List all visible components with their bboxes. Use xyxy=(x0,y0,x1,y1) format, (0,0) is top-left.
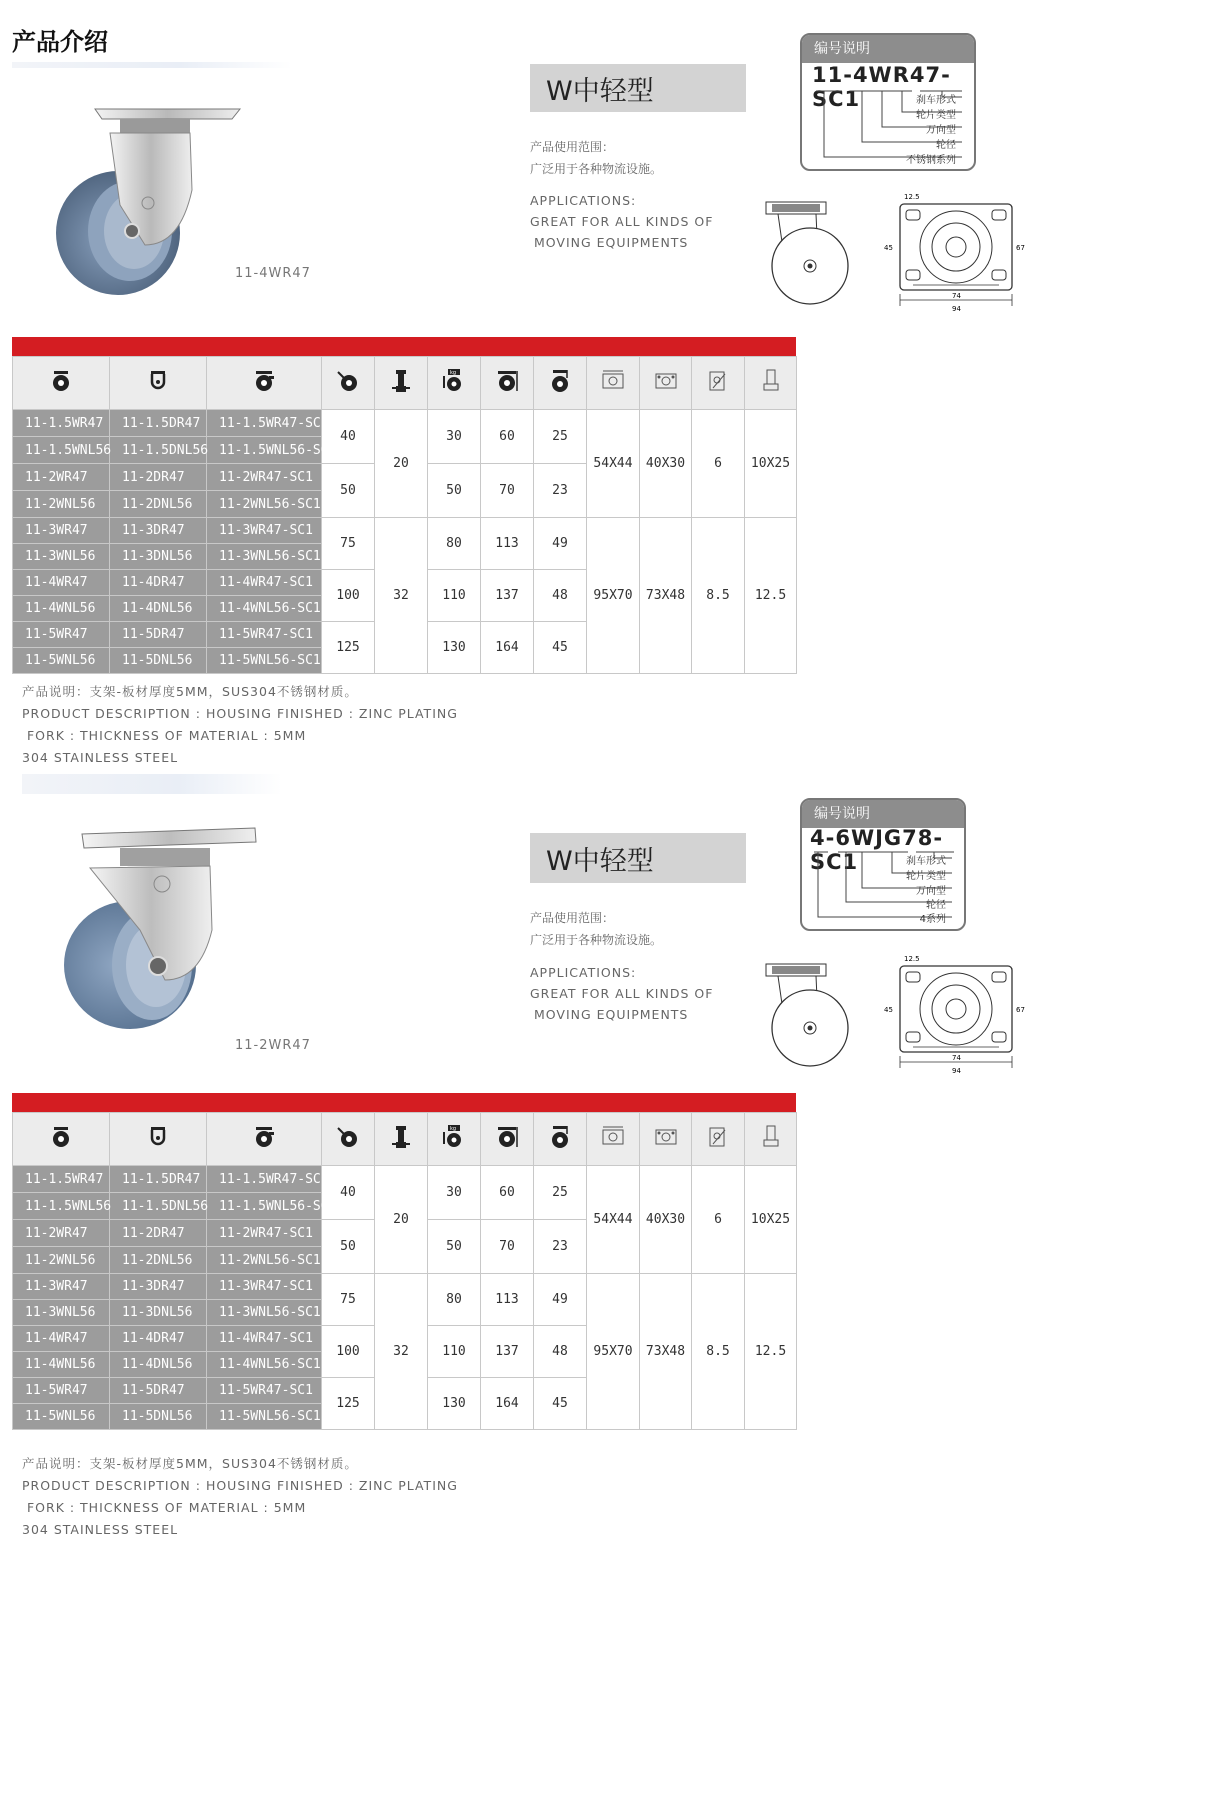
load-cell: 50 xyxy=(428,464,481,518)
model-cell: 11-1.5WR47 xyxy=(13,1166,110,1193)
svg-text:kg: kg xyxy=(450,1126,457,1132)
model-cell: 11-3WNL56 xyxy=(13,1300,110,1326)
model-cell: 11-2WR47 xyxy=(13,464,110,491)
load-cell: 50 xyxy=(428,1220,481,1274)
desc-line-housing: PRODUCT DESCRIPTION : HOUSING FINISHED : ZINC PLATING xyxy=(22,1478,458,1493)
model-cell: 11-3DR47 xyxy=(110,1274,207,1300)
caster-photo-1 xyxy=(50,95,250,300)
stem-icon xyxy=(745,357,797,410)
model-cell: 11-5DNL56 xyxy=(110,648,207,674)
dim-94: 94 xyxy=(952,1067,961,1075)
table-header-row xyxy=(13,357,797,410)
legend-item: 不锈钢系列 xyxy=(906,155,956,166)
holes-cell: 73X48 xyxy=(640,1274,692,1430)
model-cell: 11-3WR47 xyxy=(13,1274,110,1300)
legend-item: 4系列 xyxy=(919,914,946,925)
legend-header: 编号说明 xyxy=(802,35,974,63)
load-capacity-icon xyxy=(428,1113,481,1166)
model-cell: 11-3WNL56-SC1 xyxy=(207,544,322,570)
app-line-2: GREAT FOR ALL KINDS OF xyxy=(530,986,714,1001)
offset-cell: 48 xyxy=(534,570,587,622)
bolt-hole-icon xyxy=(692,1113,745,1166)
height-cell: 164 xyxy=(481,622,534,674)
dim-74: 74 xyxy=(952,1054,961,1062)
dim-67: 67 xyxy=(1016,244,1025,252)
offset-cell: 23 xyxy=(534,1220,587,1274)
plate-size-icon xyxy=(587,1113,640,1166)
app-line-3: MOVING EQUIPMENTS xyxy=(534,235,689,250)
legend-item: 刹车形式 xyxy=(906,856,946,867)
model-cell: 11-4WNL56 xyxy=(13,596,110,622)
legend-header: 编号说明 xyxy=(802,800,964,828)
legend-item: 万向型 xyxy=(926,125,956,136)
offset-icon xyxy=(534,357,587,410)
stem-cell: 10X25 xyxy=(745,410,797,518)
model-cell: 11-4WR47 xyxy=(13,1326,110,1352)
app-line-1: APPLICATIONS: xyxy=(530,193,637,208)
model-cell: 11-1.5WNL56-SC1 xyxy=(207,1193,322,1220)
page-title: 产品介绍 xyxy=(12,28,108,56)
desc-line-fork: FORK : THICKNESS OF MATERIAL : 5MM xyxy=(22,728,307,743)
model-cell: 11-2DR47 xyxy=(110,1220,207,1247)
diameter-cell: 75 xyxy=(322,1274,375,1326)
desc-line-fork: FORK : THICKNESS OF MATERIAL : 5MM xyxy=(22,1500,307,1515)
model-cell: 11-2WNL56 xyxy=(13,1247,110,1274)
model-cell: 11-3WR47-SC1 xyxy=(207,1274,322,1300)
legend-code: 11-4WR47-SC1 xyxy=(812,63,951,111)
diameter-cell: 100 xyxy=(322,1326,375,1378)
dim-94: 94 xyxy=(952,305,961,313)
desc-line-steel: 304 STAINLESS STEEL xyxy=(22,1522,179,1537)
bolt-cell: 6 xyxy=(692,410,745,518)
load-cell: 110 xyxy=(428,570,481,622)
model-cell: 11-3DR47 xyxy=(110,518,207,544)
legend-code: 4-6WJG78-SC1 xyxy=(810,826,944,874)
offset-icon xyxy=(534,1113,587,1166)
dim-45: 45 xyxy=(884,244,893,252)
product-description-1 xyxy=(22,681,458,769)
height-cell: 70 xyxy=(481,1220,534,1274)
load-cell: 80 xyxy=(428,518,481,570)
model-cell: 11-2DR47 xyxy=(110,464,207,491)
plate-top-drawing-1 xyxy=(876,190,1026,315)
stem-icon xyxy=(745,1113,797,1166)
model-cell: 11-5WNL56-SC1 xyxy=(207,648,322,674)
model-cell: 11-3DNL56 xyxy=(110,1300,207,1326)
plate-cell: 54X44 xyxy=(587,1166,640,1274)
offset-cell: 45 xyxy=(534,1378,587,1430)
usage-cn-title: 产品使用范围： xyxy=(530,911,615,925)
model-cell: 11-5WR47-SC1 xyxy=(207,1378,322,1404)
swivel-caster-icon xyxy=(13,357,110,410)
svg-text:kg: kg xyxy=(450,370,457,376)
diameter-cell: 125 xyxy=(322,1378,375,1430)
height-cell: 113 xyxy=(481,518,534,570)
legend-item: 轮径 xyxy=(926,900,946,911)
model-caption-1: 11-4WR47 xyxy=(235,266,311,281)
offset-cell: 25 xyxy=(534,410,587,464)
diameter-cell: 125 xyxy=(322,622,375,674)
offset-cell: 25 xyxy=(534,1166,587,1220)
dim-67: 67 xyxy=(1016,1006,1025,1014)
model-cell: 11-4WR47 xyxy=(13,570,110,596)
model-cell: 11-4DNL56 xyxy=(110,596,207,622)
applications-en-1 xyxy=(530,190,713,253)
brake-caster-icon xyxy=(207,1113,322,1166)
model-caption-2: 11-2WR47 xyxy=(235,1038,311,1053)
caster-side-drawing-1 xyxy=(752,198,857,308)
code-legend-2 xyxy=(800,798,966,931)
load-cell: 130 xyxy=(428,1378,481,1430)
app-line-2: GREAT FOR ALL KINDS OF xyxy=(530,214,714,229)
legend-item: 轮片类型 xyxy=(906,871,946,882)
diameter-cell: 75 xyxy=(322,518,375,570)
hole-spacing-icon xyxy=(640,1113,692,1166)
wheel-width-icon xyxy=(375,357,428,410)
plate-size-icon xyxy=(587,357,640,410)
load-cell: 30 xyxy=(428,410,481,464)
table-row xyxy=(13,1274,797,1300)
holes-cell: 73X48 xyxy=(640,518,692,674)
caster-side-drawing-2 xyxy=(752,960,857,1070)
load-cell: 30 xyxy=(428,1166,481,1220)
fixed-caster-icon xyxy=(110,357,207,410)
app-line-3: MOVING EQUIPMENTS xyxy=(534,1007,689,1022)
brake-caster-icon xyxy=(207,357,322,410)
model-cell: 11-3DNL56 xyxy=(110,544,207,570)
code-legend-1 xyxy=(800,33,976,171)
model-cell: 11-5WNL56 xyxy=(13,648,110,674)
diameter-cell: 40 xyxy=(322,1166,375,1220)
model-cell: 11-4WR47-SC1 xyxy=(207,570,322,596)
product-description-2 xyxy=(22,1453,458,1541)
desc-line-housing: PRODUCT DESCRIPTION : HOUSING FINISHED : ZINC PLATING xyxy=(22,706,458,721)
stem-cell: 12.5 xyxy=(745,518,797,674)
type-label-1: W中轻型 xyxy=(530,64,746,112)
model-cell: 11-2WNL56-SC1 xyxy=(207,491,322,518)
desc-line-steel: 304 STAINLESS STEEL xyxy=(22,750,179,765)
plate-cell: 54X44 xyxy=(587,410,640,518)
model-cell: 11-3WNL56 xyxy=(13,544,110,570)
bolt-hole-icon xyxy=(692,357,745,410)
dim-12-5: 12.5 xyxy=(904,955,920,963)
desc-line-cn: 产品说明：支架-板材厚度5MM，SUS304不锈钢材质。 xyxy=(22,684,358,699)
dim-45: 45 xyxy=(884,1006,893,1014)
legend-item: 刹车形式 xyxy=(916,95,956,106)
model-cell: 11-2WR47 xyxy=(13,1220,110,1247)
dim-74: 74 xyxy=(952,292,961,300)
load-cell: 80 xyxy=(428,1274,481,1326)
plate-cell: 95X70 xyxy=(587,1274,640,1430)
applications-en-2 xyxy=(530,962,713,1025)
dim-12-5: 12.5 xyxy=(904,193,920,201)
stem-cell: 10X25 xyxy=(745,1166,797,1274)
fixed-caster-icon xyxy=(110,1113,207,1166)
model-cell: 11-1.5WR47-SC1 xyxy=(207,410,322,437)
height-cell: 60 xyxy=(481,1166,534,1220)
model-cell: 11-5WNL56 xyxy=(13,1404,110,1430)
model-cell: 11-3WR47-SC1 xyxy=(207,518,322,544)
width-cell: 20 xyxy=(375,410,428,518)
holes-cell: 40X30 xyxy=(640,1166,692,1274)
bolt-cell: 8.5 xyxy=(692,1274,745,1430)
width-cell: 32 xyxy=(375,1274,428,1430)
load-cell: 130 xyxy=(428,622,481,674)
table-red-bar-2 xyxy=(12,1093,796,1113)
height-cell: 164 xyxy=(481,1378,534,1430)
height-icon xyxy=(481,1113,534,1166)
height-cell: 137 xyxy=(481,1326,534,1378)
legend-item: 轮片类型 xyxy=(916,110,956,121)
desc-line-cn: 产品说明：支架-板材厚度5MM，SUS304不锈钢材质。 xyxy=(22,1456,358,1471)
model-cell: 11-1.5DNL56 xyxy=(110,1193,207,1220)
model-cell: 11-4DNL56 xyxy=(110,1352,207,1378)
model-cell: 11-2WR47-SC1 xyxy=(207,1220,322,1247)
table-row xyxy=(13,518,797,544)
model-cell: 11-4DR47 xyxy=(110,1326,207,1352)
usage-cn-text: 广泛用于各种物流设施。 xyxy=(530,162,663,176)
decor-line xyxy=(12,62,292,68)
decor-line xyxy=(22,774,282,794)
diameter-cell: 40 xyxy=(322,410,375,464)
model-cell: 11-5WR47 xyxy=(13,622,110,648)
model-cell: 11-2WNL56 xyxy=(13,491,110,518)
model-cell: 11-5DNL56 xyxy=(110,1404,207,1430)
plate-top-drawing-2 xyxy=(876,952,1026,1077)
model-cell: 11-1.5WR47-SC1 xyxy=(207,1166,322,1193)
model-cell: 11-1.5WNL56 xyxy=(13,1193,110,1220)
height-icon xyxy=(481,357,534,410)
offset-cell: 49 xyxy=(534,1274,587,1326)
model-cell: 11-1.5WNL56-SC1 xyxy=(207,437,322,464)
offset-cell: 45 xyxy=(534,622,587,674)
model-cell: 11-4WNL56-SC1 xyxy=(207,1352,322,1378)
hole-spacing-icon xyxy=(640,357,692,410)
model-cell: 11-2DNL56 xyxy=(110,1247,207,1274)
model-cell: 11-3WNL56-SC1 xyxy=(207,1300,322,1326)
model-cell: 11-2WNL56-SC1 xyxy=(207,1247,322,1274)
wheel-diameter-icon xyxy=(322,357,375,410)
model-cell: 11-4WR47-SC1 xyxy=(207,1326,322,1352)
model-cell: 11-1.5DR47 xyxy=(110,410,207,437)
model-cell: 11-2DNL56 xyxy=(110,491,207,518)
offset-cell: 48 xyxy=(534,1326,587,1378)
stem-cell: 12.5 xyxy=(745,1274,797,1430)
holes-cell: 40X30 xyxy=(640,410,692,518)
height-cell: 137 xyxy=(481,570,534,622)
offset-cell: 49 xyxy=(534,518,587,570)
model-cell: 11-1.5DNL56 xyxy=(110,437,207,464)
height-cell: 60 xyxy=(481,410,534,464)
table-row xyxy=(13,410,797,437)
legend-item: 轮径 xyxy=(936,140,956,151)
table-row xyxy=(13,1166,797,1193)
load-capacity-icon xyxy=(428,357,481,410)
caster-photo-2 xyxy=(60,820,265,1030)
bolt-cell: 8.5 xyxy=(692,518,745,674)
app-line-1: APPLICATIONS: xyxy=(530,965,637,980)
wheel-width-icon xyxy=(375,1113,428,1166)
height-cell: 113 xyxy=(481,1274,534,1326)
swivel-caster-icon xyxy=(13,1113,110,1166)
model-cell: 11-4WNL56 xyxy=(13,1352,110,1378)
width-cell: 20 xyxy=(375,1166,428,1274)
spec-table-1 xyxy=(12,356,797,674)
diameter-cell: 50 xyxy=(322,464,375,518)
diameter-cell: 50 xyxy=(322,1220,375,1274)
usage-cn-text: 广泛用于各种物流设施。 xyxy=(530,933,663,947)
model-cell: 11-4WNL56-SC1 xyxy=(207,596,322,622)
model-cell: 11-1.5WR47 xyxy=(13,410,110,437)
model-cell: 11-4DR47 xyxy=(110,570,207,596)
diameter-cell: 100 xyxy=(322,570,375,622)
plate-cell: 95X70 xyxy=(587,518,640,674)
model-cell: 11-5DR47 xyxy=(110,1378,207,1404)
model-cell: 11-2WR47-SC1 xyxy=(207,464,322,491)
model-cell: 11-1.5WNL56 xyxy=(13,437,110,464)
model-cell: 11-5WR47 xyxy=(13,1378,110,1404)
width-cell: 32 xyxy=(375,518,428,674)
model-cell: 11-5WR47-SC1 xyxy=(207,622,322,648)
type-label-2: W中轻型 xyxy=(530,833,746,883)
usage-cn-title: 产品使用范围： xyxy=(530,140,615,154)
table-red-bar-1 xyxy=(12,337,796,357)
wheel-diameter-icon xyxy=(322,1113,375,1166)
model-cell: 11-5DR47 xyxy=(110,622,207,648)
table-header-row xyxy=(13,1113,797,1166)
spec-table-2 xyxy=(12,1112,797,1430)
offset-cell: 23 xyxy=(534,464,587,518)
height-cell: 70 xyxy=(481,464,534,518)
legend-item: 万向型 xyxy=(916,886,946,897)
model-cell: 11-5WNL56-SC1 xyxy=(207,1404,322,1430)
model-cell: 11-3WR47 xyxy=(13,518,110,544)
load-cell: 110 xyxy=(428,1326,481,1378)
model-cell: 11-1.5DR47 xyxy=(110,1166,207,1193)
usage-cn-1 xyxy=(530,136,662,180)
usage-cn-2 xyxy=(530,907,662,951)
bolt-cell: 6 xyxy=(692,1166,745,1274)
